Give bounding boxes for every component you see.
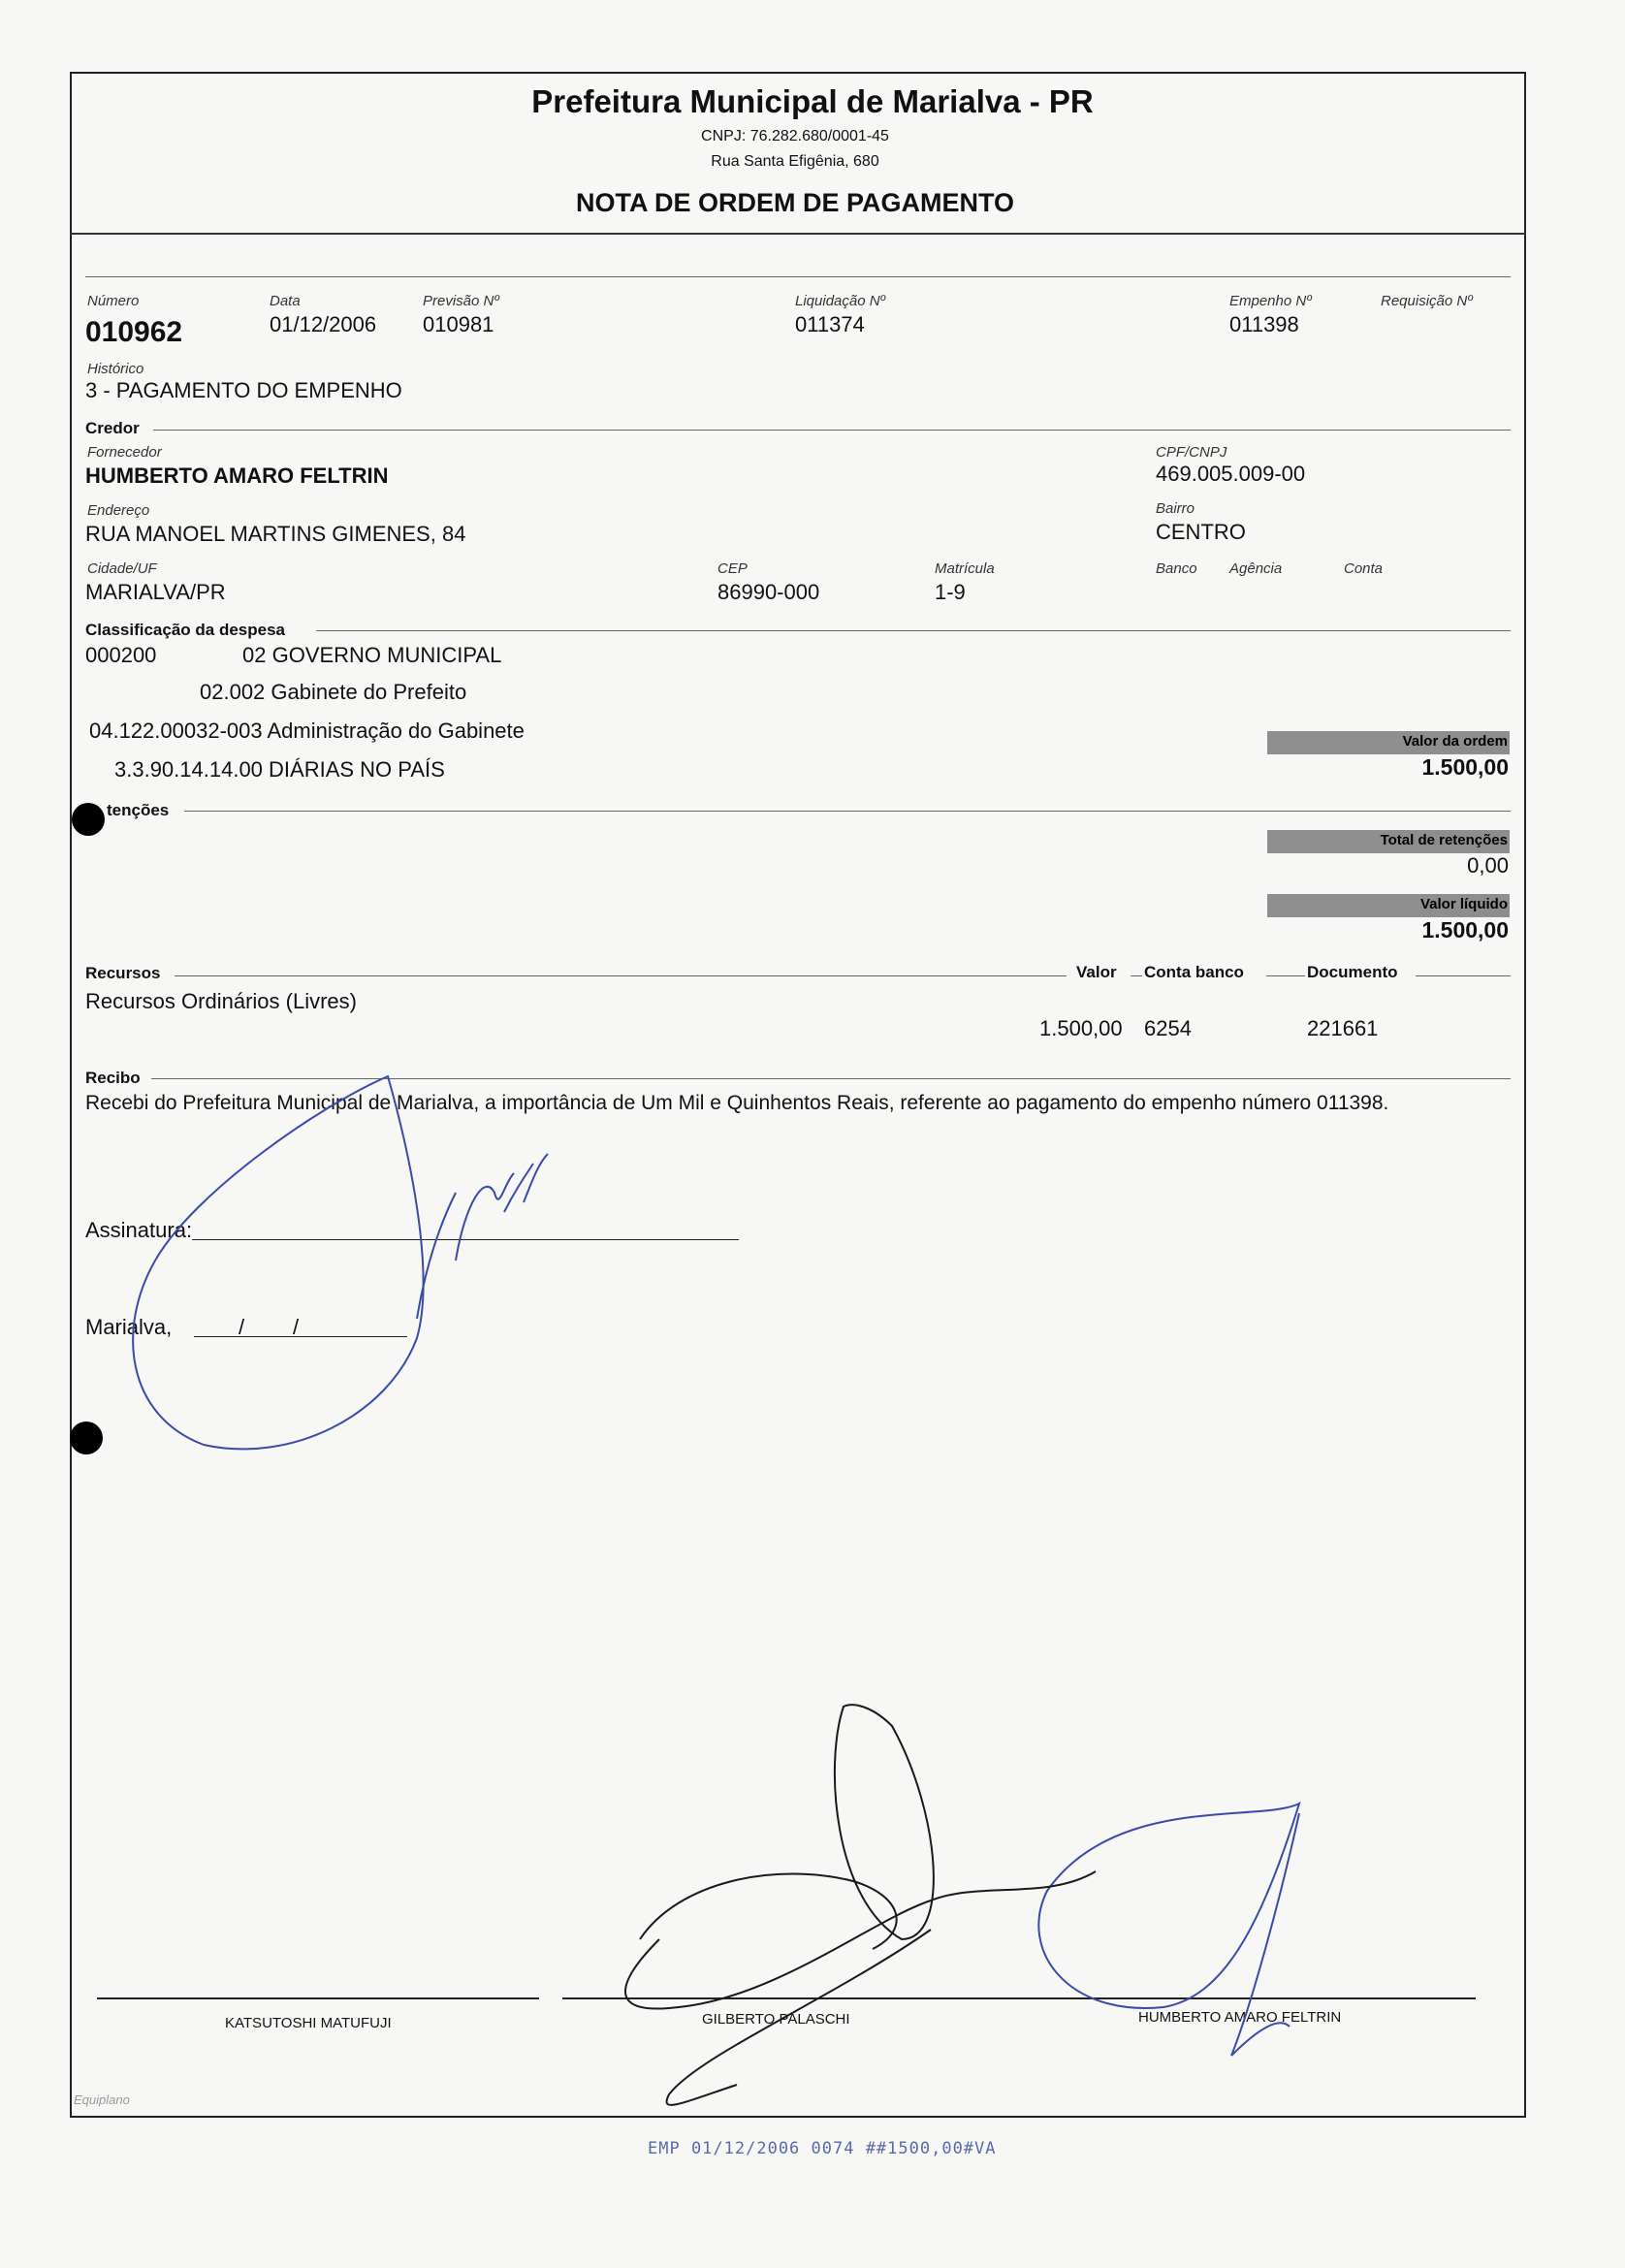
requisicao-label: Requisição Nº: [1381, 293, 1473, 309]
liquidacao-label: Liquidação Nº: [795, 293, 886, 309]
recibo-signature-loop: [133, 1076, 423, 1449]
cidade-value: MARIALVA/PR: [85, 580, 226, 604]
recibo-text: Recebi do Prefeitura Municipal de Marialva, a importância de Um Mil e Quinhentos Reais, referente ao pagamento do empenho número 011398.: [85, 1092, 1389, 1114]
valor-liquido-value: 1.500,00: [1421, 917, 1509, 942]
classificacao-code: 000200: [85, 643, 157, 667]
data-label: Data: [270, 293, 301, 309]
agencia-label: Agência: [1229, 560, 1283, 577]
municipality-title: Prefeitura Municipal de Marialva - PR: [531, 83, 1094, 119]
recursos-section-title: Recursos: [85, 964, 161, 982]
matricula-value: 1-9: [935, 580, 966, 604]
empenho-value: 011398: [1229, 312, 1299, 336]
cpf-value: 469.005.009-00: [1156, 462, 1306, 486]
local-label: Marialva,: [85, 1315, 173, 1339]
retencoes-section-title: tenções: [107, 801, 170, 819]
historico-value: 3 - PAGAMENTO DO EMPENHO: [85, 378, 402, 402]
cpf-label: CPF/CNPJ: [1156, 444, 1227, 461]
recursos-descricao: Recursos Ordinários (Livres): [85, 989, 357, 1013]
assinatura-label: Assinatura:: [85, 1218, 193, 1242]
classificacao-unidade: 02.002 Gabinete do Prefeito: [200, 680, 467, 704]
classificacao-programa: 04.122.00032-003 Administração do Gabinete: [89, 719, 525, 743]
endereco-value: RUA MANOEL MARTINS GIMENES, 84: [85, 522, 466, 546]
numero-label: Número: [87, 293, 140, 309]
recursos-conta: 6254: [1144, 1016, 1192, 1040]
valor-ordem-value: 1.500,00: [1421, 754, 1509, 780]
total-retencoes-value: 0,00: [1467, 853, 1509, 878]
numero-value: 010962: [85, 316, 183, 348]
classificacao-elemento: 3.3.90.14.14.00 DIÁRIAS NO PAÍS: [114, 757, 445, 782]
signature-3-stroke: [1231, 1813, 1299, 2056]
date-slash-1: /: [239, 1315, 245, 1339]
total-retencoes-label: Total de retenções: [1380, 832, 1508, 848]
cep-value: 86990-000: [717, 580, 820, 604]
footer-stamp: EMP 01/12/2006 0074 ##1500,00#VA: [648, 2139, 997, 2158]
recibo-signature-stroke: [417, 1154, 548, 1319]
date-slash-2: /: [293, 1315, 300, 1339]
conta-label: Conta: [1344, 560, 1384, 577]
recibo-section-title: Recibo: [85, 1069, 141, 1087]
document-title: NOTA DE ORDEM DE PAGAMENTO: [575, 188, 1014, 217]
signature-name-3: HUMBERTO AMARO FELTRIN: [1138, 2009, 1342, 2026]
bairro-value: CENTRO: [1156, 520, 1246, 544]
recursos-valor: 1.500,00: [1039, 1016, 1123, 1040]
valor-ordem-label: Valor da ordem: [1402, 733, 1508, 750]
previsao-label: Previsão Nº: [423, 293, 499, 309]
signature-name-2: GILBERTO PALASCHI: [702, 2011, 850, 2028]
endereco-label: Endereço: [87, 502, 150, 519]
cep-label: CEP: [717, 560, 748, 577]
signature-2-base: [640, 1874, 897, 1950]
valor-liquido-label: Valor líquido: [1419, 896, 1508, 912]
banco-label: Banco: [1156, 560, 1197, 577]
bairro-label: Bairro: [1156, 500, 1195, 517]
recursos-documento-header: Documento: [1307, 963, 1398, 981]
matricula-label: Matrícula: [935, 560, 995, 577]
fornecedor-value: HUMBERTO AMARO FELTRIN: [85, 463, 389, 488]
cnpj-text: CNPJ: 76.282.680/0001-45: [701, 128, 889, 144]
signature-3-loop: [1038, 1804, 1299, 2008]
fornecedor-label: Fornecedor: [87, 444, 162, 461]
previsao-value: 010981: [423, 312, 494, 336]
classificacao-desc: 02 GOVERNO MUNICIPAL: [242, 643, 502, 667]
recursos-documento: 221661: [1307, 1016, 1379, 1040]
footer-brand: Equiplano: [74, 2092, 130, 2107]
empenho-label: Empenho Nº: [1229, 293, 1312, 309]
recursos-valor-header: Valor: [1076, 963, 1117, 981]
historico-label: Histórico: [87, 361, 144, 377]
liquidacao-value: 011374: [795, 312, 865, 336]
signature-2-tail: [667, 1930, 931, 2105]
data-value: 01/12/2006: [270, 312, 377, 336]
recursos-conta-header: Conta banco: [1144, 963, 1244, 981]
classificacao-section-title: Classificação da despesa: [85, 621, 286, 639]
cidade-label: Cidade/UF: [87, 560, 157, 577]
signature-name-1: KATSUTOSHI MATUFUJI: [225, 2015, 392, 2031]
address-text: Rua Santa Efigênia, 680: [711, 153, 879, 170]
credor-section-title: Credor: [85, 419, 140, 437]
